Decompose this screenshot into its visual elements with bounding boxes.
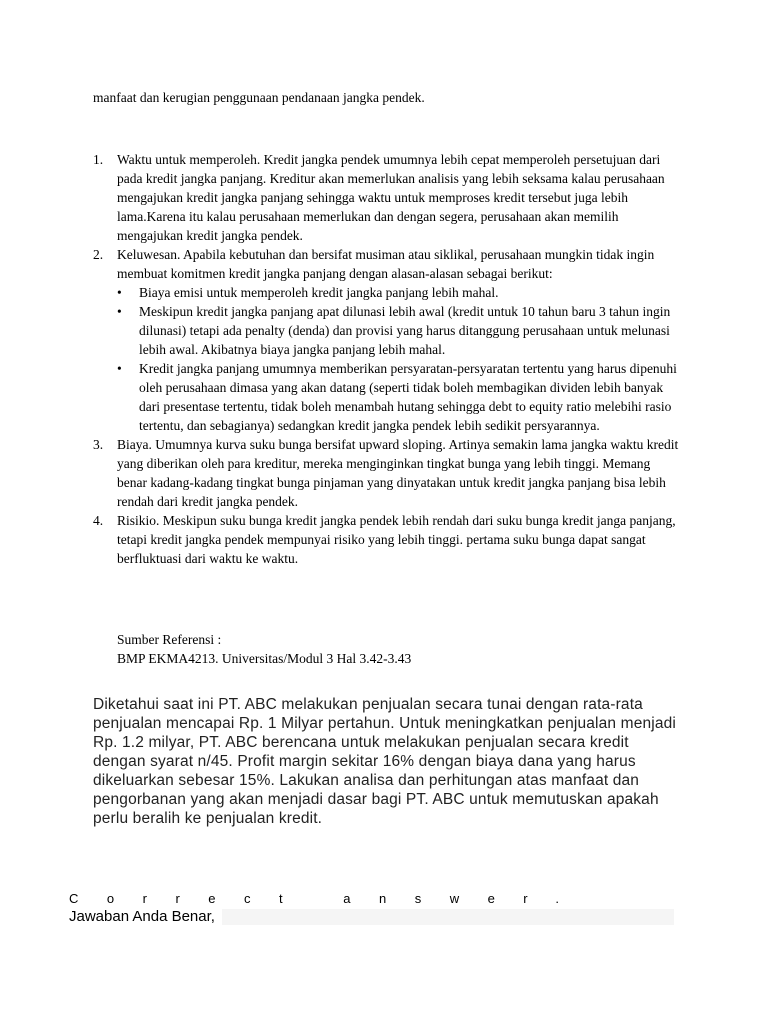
answer-label: Jawaban Anda Benar, <box>69 908 215 925</box>
item-text: Risikio. Meskipun suku bunga kredit jangka pendek lebih rendah dari suku bunga kredit janga panjang, tetapi kredit jangka pendek mempunyai risiko yang lebih tinggi. pertama suku bunga dapat sangat berfluktuasi dari waktu ke waktu. <box>117 513 676 566</box>
bullet-icon: • <box>117 285 122 300</box>
bullet-icon: • <box>117 361 122 376</box>
bullet-icon: • <box>117 304 122 319</box>
question-text: Diketahui saat ini PT. ABC melakukan penjualan secara tunai dengan rata-rata penjualan mencapai Rp. 1 Milyar pertahun. Untuk meningkatkan penjualan menjadi Rp. 1.2 milyar, PT. ABC berencana untuk melakukan penjualan secara kredit dengan syarat n/45. Profit margin sekitar 16% dengan biaya dana yang harus dikeluarkan sebesar 15%. Lakukan analisa dan perhitungan atas manfaat dan pengorbanan yang akan menjadi dasar bagi PT. ABC untuk memutuskan apakah perlu beralih ke penjualan kredit. <box>93 696 676 827</box>
item-text: Waktu untuk memperoleh. Kredit jangka pendek umumnya lebih cepat memperoleh persetujuan dari pada kredit jangka panjang. Kreditur akan memerlukan analisis yang lebih seksama kalau perusahaan mengajukan kredit jangka panjang sehingga waktu untuk memproses kredit tersebut juga lebih lama.Karena itu kalau perusahaan memerlukan dan dengan segera, perusahaan akan memilih mengajukan kredit jangka pendek. <box>117 152 665 243</box>
item-number: 1. <box>93 152 104 167</box>
sub-bullet-list <box>117 283 683 435</box>
bullet-text: Biaya emisi untuk memperoleh kredit jangka panjang lebih mahal. <box>139 285 499 300</box>
source-reference <box>117 630 617 668</box>
source-label: Sumber Referensi : <box>117 632 222 647</box>
list-item <box>93 435 683 511</box>
reasons-list <box>93 150 683 568</box>
answer-feedback <box>69 908 674 926</box>
source-citation: BMP EKMA4213. Universitas/Modul 3 Hal 3.42-3.43 <box>117 651 412 666</box>
item-number: 4. <box>93 513 104 528</box>
list-item <box>93 511 683 568</box>
intro-text: manfaat dan kerugian penggunaan pendanaan jangka pendek. <box>93 90 425 105</box>
bullet-item <box>117 283 683 302</box>
answer-field-background <box>222 909 674 925</box>
item-number: 2. <box>93 247 104 262</box>
list-item <box>93 245 683 435</box>
bullet-item <box>117 359 683 435</box>
bullet-text: Meskipun kredit jangka panjang apat dilunasi lebih awal (kredit untuk 10 tahun baru 3 tahun ingin dilunasi) tetapi ada penalty (denda) dan provisi yang harus ditanggung perusahaan untuk melunasi lebih awal. Akibatnya biaya jangka panjang lebih mahal. <box>139 304 671 357</box>
item-text: Biaya. Umumnya kurva suku bunga bersifat upward sloping. Artinya semakin lama jangka waktu kredit yang diberikan oleh para kreditur, mereka menginginkan tingkat bunga yang lebih tinggi. Memang benar kadang-kadang tingkat bunga pinjaman yang dinyatakan untuk kredit jangka panjang bisa lebih rendah dari kredit jangka pendek. <box>117 437 679 509</box>
bullet-text: Kredit jangka panjang umumnya memberikan persyaratan-persyaratan tertentu yang harus dipenuhi oleh perusahaan dimasa yang akan datang (seperti tidak boleh membagikan dividen lebih banyak dari presentase tertentu, tidak boleh menambah hutang sehingga debt to equity ratio melebihi rasio tertentu, dan sebagianya) sedangkan kredit jangka pendek lebih sedikit persyarannya. <box>139 361 677 433</box>
item-text: Keluwesan. Apabila kebutuhan dan bersifat musiman atau siklikal, perusahaan mungkin tidak ingin membuat komitmen kredit jangka panjang dengan alasan-alasan sebagai berikut: <box>117 247 655 281</box>
item-number: 3. <box>93 437 104 452</box>
list-item <box>93 150 683 245</box>
correct-answer-label: Correct answer. <box>69 891 588 906</box>
bullet-item <box>117 302 683 359</box>
